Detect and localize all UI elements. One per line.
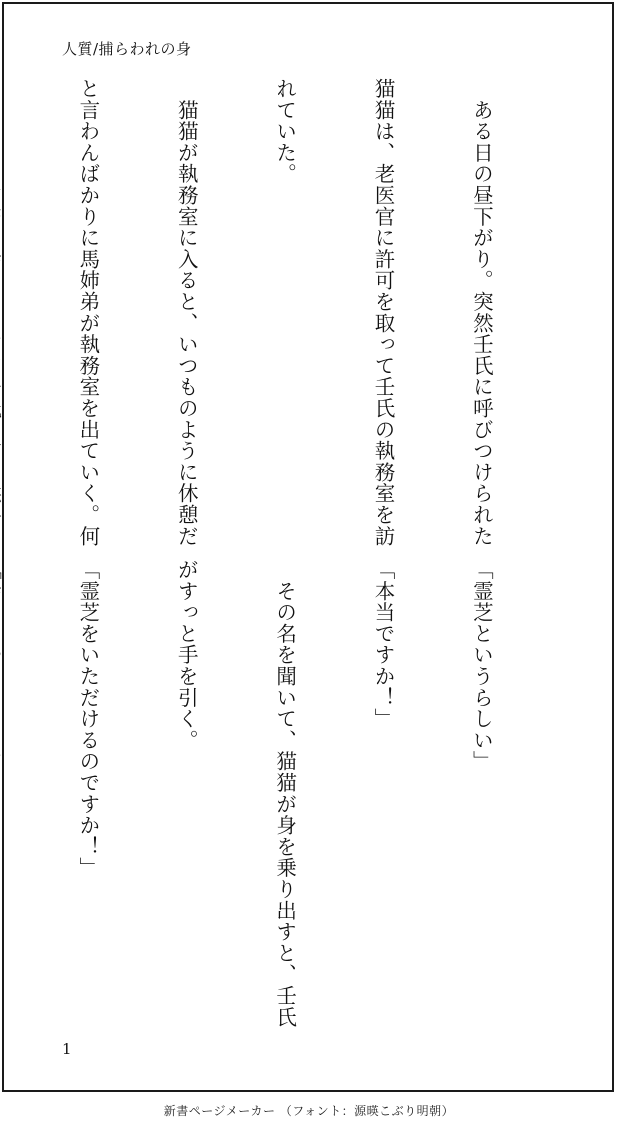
text-column [0,559,5,1009]
footer-credit: 新書ページメーカー （フォント：源暎こぶり明朝） [163,1104,455,1118]
text-column: れていた。 [272,78,297,185]
text-column: ある日の昼下がり。突然壬氏に呼びつけられた [469,78,494,547]
page-number: 1 [62,1040,72,1058]
text-column: 猫猫が執務室に入ると、いつものように休憩だ [174,78,199,547]
text-column [0,78,5,548]
text-column: がすっと手を引く。 [174,559,199,751]
text-column: 「本当ですか！」 [371,559,396,730]
text-block-top [23,78,563,548]
text-block-bottom [23,559,563,1028]
text-column: その名を聞いて、猫猫が身を乗り出すと、壬氏 [272,559,297,1028]
text-column: 「霊芝というらしい」 [469,559,494,772]
text-column: と言わんばかりに馬姉弟が執務室を出ていく。何 [75,78,100,547]
page-header-title: 人質/捕らわれの身 [62,40,192,58]
text-column: 猫猫は、老医官に許可を取って壬氏の執務室を訪 [371,78,396,547]
page-frame [2,2,614,1092]
text-column: 「霊芝をいただけるのですか！」 [75,559,100,879]
